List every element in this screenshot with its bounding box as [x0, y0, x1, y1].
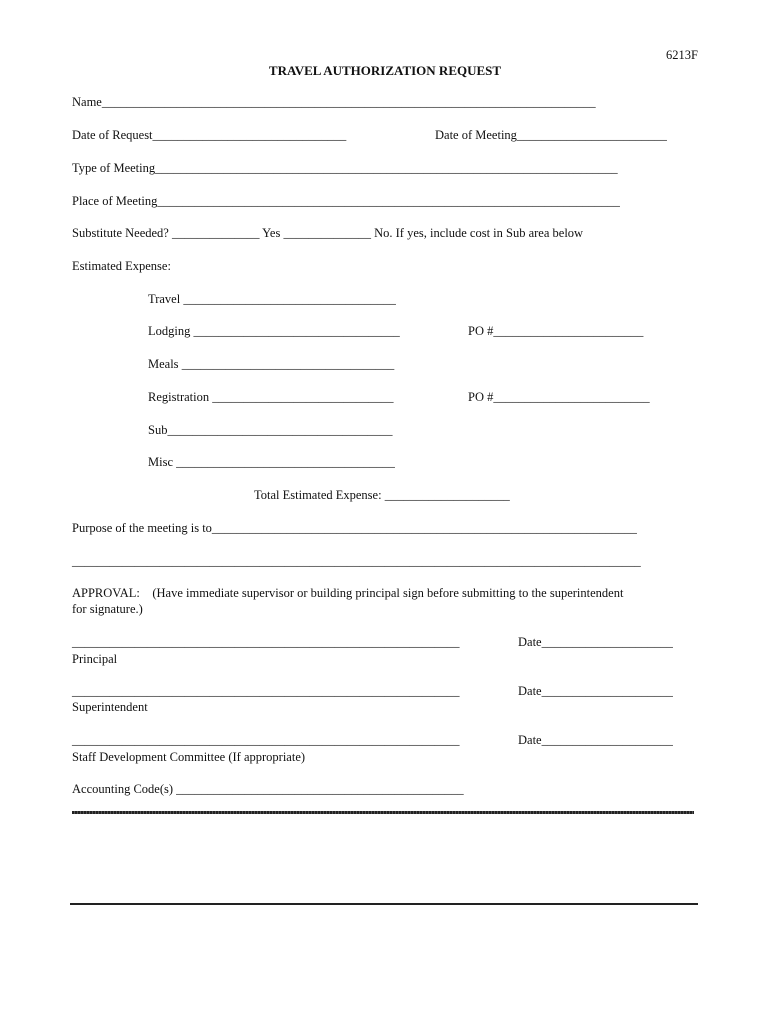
committee-date-field[interactable]: _____________________	[541, 733, 673, 747]
total-expense-row	[254, 488, 510, 503]
accounting-code-label: Accounting Code(s)	[72, 782, 174, 796]
travel-label: Travel	[148, 292, 181, 306]
substitute-yes-label: Yes	[262, 226, 281, 240]
committee-date-label: Date	[518, 733, 542, 747]
total-expense-field[interactable]: ____________________	[384, 488, 510, 502]
purpose-row	[72, 521, 637, 536]
committee-label: Staff Development Committee (If appropriate)	[72, 750, 306, 764]
substitute-needed-row	[72, 226, 583, 241]
meals-field[interactable]: __________________________________	[181, 357, 395, 371]
superintendent-date-row	[518, 684, 673, 699]
approval-label: APPROVAL:	[72, 586, 140, 600]
purpose-label: Purpose of the meeting is to	[72, 521, 212, 535]
approval-instruction: (Have immediate supervisor or building principal sign before submitting to the superintendent	[152, 586, 624, 600]
total-expense-label: Total Estimated Expense:	[254, 488, 382, 502]
registration-row	[148, 390, 393, 405]
bottom-rule	[70, 903, 698, 905]
date-of-meeting-field[interactable]: ________________________	[516, 128, 667, 142]
date-of-request-field[interactable]: _______________________________	[152, 128, 347, 142]
lodging-row	[148, 324, 400, 339]
form-code: 6213F	[666, 48, 698, 62]
registration-label: Registration	[148, 390, 210, 404]
superintendent-label: Superintendent	[72, 700, 148, 714]
section-divider	[72, 811, 694, 814]
estimated-expense-heading: Estimated Expense:	[72, 259, 171, 273]
superintendent-date-field[interactable]: _____________________	[541, 684, 673, 698]
accounting-code-field[interactable]: ______________________________________________	[176, 782, 464, 796]
registration-po-label: PO #	[468, 390, 494, 404]
lodging-label: Lodging	[148, 324, 191, 338]
type-of-meeting-label: Type of Meeting	[72, 161, 156, 175]
meals-row	[148, 357, 394, 372]
approval-instruction-cont: for signature.)	[72, 602, 143, 616]
purpose-field[interactable]: ____________________________________________________________________	[211, 521, 637, 535]
travel-field[interactable]: __________________________________	[183, 292, 396, 306]
type-of-meeting-row	[72, 161, 618, 176]
registration-field[interactable]: _____________________________	[212, 390, 394, 404]
sub-field[interactable]: ____________________________________	[167, 423, 393, 437]
lodging-field[interactable]: _________________________________	[193, 324, 400, 338]
date-of-request-row	[72, 128, 346, 143]
principal-date-label: Date	[518, 635, 542, 649]
name-row	[72, 95, 596, 110]
misc-field[interactable]: ___________________________________	[176, 455, 395, 469]
principal-label: Principal	[72, 652, 118, 666]
misc-label: Misc	[148, 455, 173, 469]
approval-row	[72, 586, 623, 601]
registration-po-row	[468, 390, 650, 405]
date-of-request-label: Date of Request	[72, 128, 153, 142]
name-field[interactable]: _______________________________________________________________________________	[101, 95, 596, 109]
misc-row	[148, 455, 395, 470]
travel-row	[148, 292, 396, 307]
committee-date-row	[518, 733, 673, 748]
date-of-meeting-row	[435, 128, 667, 143]
lodging-po-row	[468, 324, 643, 339]
registration-po-field[interactable]: _________________________	[493, 390, 650, 404]
superintendent-date-label: Date	[518, 684, 542, 698]
principal-signature-line[interactable]: ______________________________________________________________	[72, 635, 460, 649]
substitute-no-field[interactable]: ______________	[283, 226, 371, 240]
committee-signature-line[interactable]: ______________________________________________________________	[72, 733, 460, 747]
date-of-meeting-label: Date of Meeting	[435, 128, 517, 142]
place-of-meeting-field[interactable]: __________________________________________________________________________	[157, 194, 620, 208]
substitute-no-note: No. If yes, include cost in Sub area below	[374, 226, 584, 240]
place-of-meeting-label: Place of Meeting	[72, 194, 158, 208]
type-of-meeting-field[interactable]: __________________________________________________________________________	[155, 161, 618, 175]
principal-date-field[interactable]: _____________________	[541, 635, 673, 649]
sub-label: Sub	[148, 423, 168, 437]
principal-date-row	[518, 635, 673, 650]
purpose-field-line-2[interactable]: ___________________________________________________________________________________________	[72, 554, 641, 568]
meals-label: Meals	[148, 357, 179, 371]
place-of-meeting-row	[72, 194, 620, 209]
superintendent-signature-line[interactable]: ______________________________________________________________	[72, 684, 460, 698]
substitute-needed-label: Substitute Needed?	[72, 226, 169, 240]
lodging-po-label: PO #	[468, 324, 494, 338]
sub-row	[148, 423, 392, 438]
lodging-po-field[interactable]: ________________________	[493, 324, 644, 338]
substitute-yes-field[interactable]: ______________	[171, 226, 260, 240]
name-label: Name	[72, 95, 102, 109]
form-title: TRAVEL AUTHORIZATION REQUEST	[268, 63, 502, 78]
accounting-code-row	[72, 782, 464, 797]
